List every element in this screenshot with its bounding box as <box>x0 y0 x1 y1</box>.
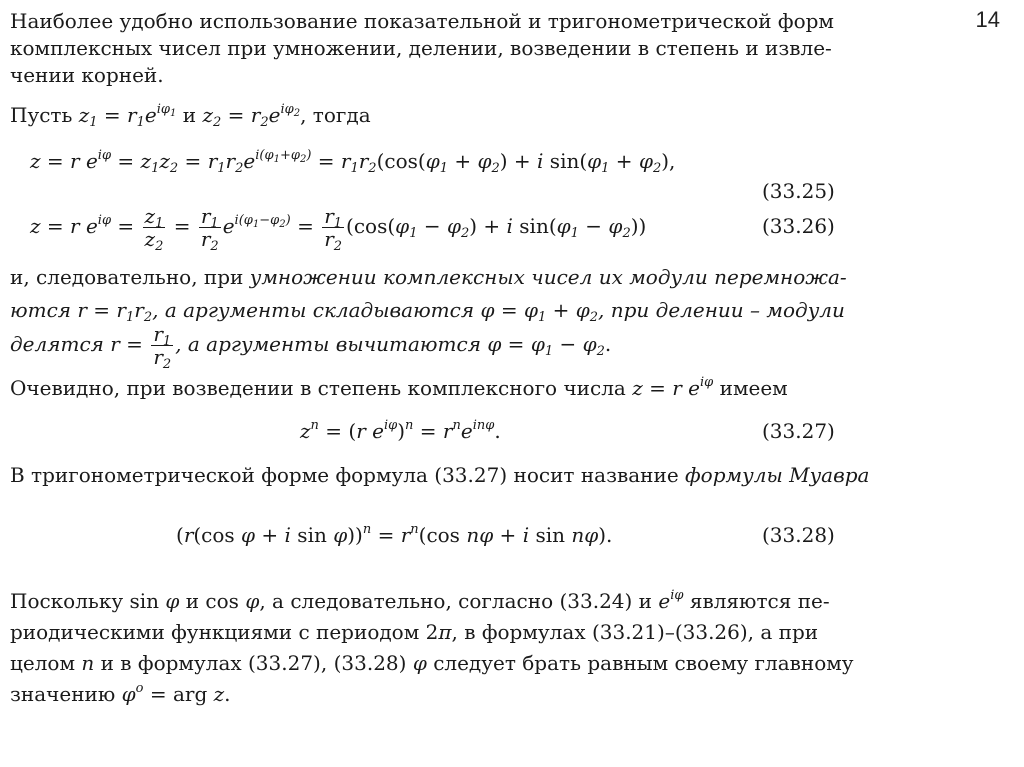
consequence-text-e: , при делении – модули <box>598 298 845 322</box>
consequence-text-a: и, следовательно, при <box>10 265 244 289</box>
let-then: , тогда <box>300 103 371 127</box>
trig-line <box>10 462 869 488</box>
trig-text-b: формулы Муавра <box>685 463 870 487</box>
consequence-text-c: ются <box>10 298 72 322</box>
consequence-text-d: , а аргументы складываются <box>152 298 475 322</box>
final-text-h: и в формулах (33.27), (33.28) <box>100 651 407 675</box>
equation-number-33-28: (33.28) <box>762 523 835 547</box>
formula-z1: $z_1 = r_1e^{i\varphi_1}$ <box>78 102 177 130</box>
intro-line-1: Наиболее удобно использование показательной и тригонометрической форм <box>10 9 834 33</box>
formula-z2: $z_2 = r_2e^{i\varphi_2}$ <box>202 102 301 130</box>
trig-text-a: В тригонометрической форме формула (33.27) носит название <box>10 463 679 487</box>
power-text-a: Очевидно, при возведении в степень комплексного числа <box>10 376 626 400</box>
consequence-text-b: умножении комплексных чисел их модули перемножа- <box>249 265 847 289</box>
final-text-i: следует брать равным своему главному <box>433 651 854 675</box>
let-word: Пусть <box>10 103 73 127</box>
final-line-2: риодическими функциями с периодом 2π, в формулах (33.21)–(33.26), а при <box>10 620 819 644</box>
final-text-j: значению <box>10 682 116 706</box>
intro-line-3: чении корней. <box>10 63 164 87</box>
consequence-text-f: делятся <box>10 332 104 356</box>
consequence-line-3: делятся r = $\frac{r_1}{r_2}$ , а аргументы вычитаются $\varphi = \varphi_1 - \varphi_2$. <box>10 322 612 372</box>
power-line: Очевидно, при возведении в степень комплексного числа z = r $e^{i\varphi}$ имеем <box>10 375 788 400</box>
final-line-4: значению $\varphi^o$ = arg z. <box>10 681 231 706</box>
final-line-3: целом n и в формулах (33.27), (33.28) φ следует брать равным своему главному <box>10 651 854 675</box>
final-text-b: и <box>185 589 200 613</box>
equation-number-33-27: (33.27) <box>762 419 835 443</box>
consequence-line-2: ются $r = r_1r_2$, а аргументы складываются $\varphi = \varphi_1 + \varphi_2$, при делении – модули <box>10 298 845 325</box>
final-text-a: Поскольку <box>10 589 124 613</box>
final-text-e: риодическими функциями с периодом <box>10 620 420 644</box>
equation-number-33-26: (33.26) <box>762 214 835 238</box>
power-text-b: имеем <box>719 376 788 400</box>
intro-line-2: комплексных чисел при умножении, делении, возведении в степень и извле- <box>10 36 832 60</box>
let-and: и <box>182 103 197 127</box>
equation-power: $z^n = (r$ $e^{i\varphi})^n = r^ne^{in\varphi}$. <box>300 418 501 443</box>
final-line-1: Поскольку sin φ и cos φ, а следовательно, согласно (33.24) и $e^{i\varphi}$ являются пе- <box>10 588 830 613</box>
consequence-line-1 <box>10 264 847 290</box>
let-line <box>10 102 371 128</box>
equation-quotient: z = r $e^{i\varphi}$ = $\frac{z_1}{z_2}$ = $\frac{r_1}{r_2}$ $e^{i(\varphi_1-\varphi_2)}$ = $\frac{r_1}{r_2}$ ($\cos(\varphi_1 - \varphi_2) + i$ $\sin(\varphi_1 - \varphi_2)$) <box>30 204 647 254</box>
final-text-d: являются пе- <box>689 589 830 613</box>
final-text-g: целом <box>10 651 75 675</box>
equation-product: z = r $e^{i\varphi} = z_1z_2 = r_1r_2e^{i(\varphi_1+\varphi_2)} = r_1r_2(\cos(\varphi_1 + \varphi_2) + i$ $\sin(\varphi_1 + \varphi_2)$, <box>30 148 676 176</box>
equation-de-moivre: (r(cos φ + i $\sin \varphi))^n = r^n(\cos$ nφ + i sin nφ). <box>176 522 613 547</box>
final-text-f: , в формулах (33.21)–(33.26), а при <box>451 620 819 644</box>
page-number: 14 <box>975 7 1000 32</box>
consequence-text-g: , а аргументы вычитаются <box>175 332 481 356</box>
equation-number-33-25: (33.25) <box>762 179 835 203</box>
final-text-c: , а следовательно, согласно (33.24) и <box>259 589 653 613</box>
